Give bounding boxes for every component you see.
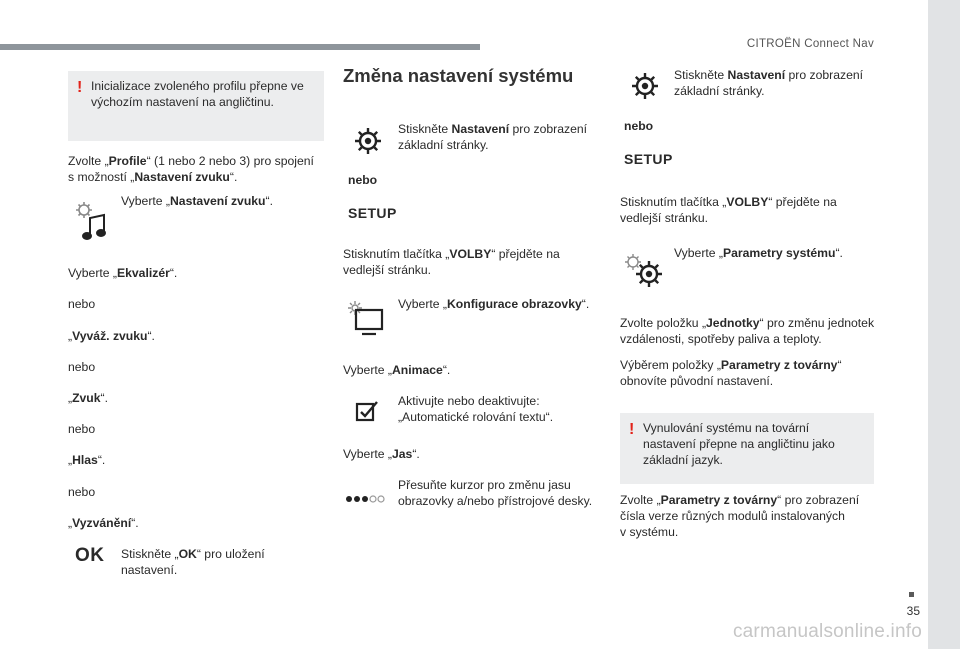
option-voice: „Hlas“. bbox=[68, 453, 106, 467]
setup-button-icon: SETUP bbox=[624, 151, 673, 167]
warning-note bbox=[68, 71, 324, 141]
step-screen-config: Vyberte „Konfigurace obrazovky“. bbox=[398, 297, 590, 311]
paragraph-brightness: Vyberte „Jas“. bbox=[343, 447, 420, 461]
or-text: nebo bbox=[68, 422, 96, 436]
screen-brightness-icon bbox=[345, 298, 387, 342]
header-bar bbox=[0, 44, 480, 50]
warning-icon: ! bbox=[77, 79, 83, 96]
warning-note bbox=[620, 413, 874, 484]
settings-gear-icon bbox=[630, 71, 660, 105]
warning-note-text: Inicializace zvoleného profilu přepne ve výchozím nastavení na angličtinu. bbox=[91, 79, 304, 109]
music-settings-icon bbox=[72, 200, 112, 246]
step-move-slider: Přesuňte kurzor pro změnu jasu obrazovky a/nebo přístrojové desky. bbox=[398, 478, 593, 508]
paragraph-version: Zvolte „Parametry z továrny“ pro zobrazení čísla verze různých modulů instalovaných v systému. bbox=[620, 493, 860, 539]
option-balance: „Vyváž. zvuku“. bbox=[68, 329, 155, 343]
paragraph-options: Stisknutím tlačítka „VOLBY“ přejděte na vedlejší stránku. bbox=[343, 247, 560, 277]
paragraph-options: Stisknutím tlačítka „VOLBY“ přejděte na vedlejší stránku. bbox=[620, 195, 837, 225]
watermark: carmanualsonline.info bbox=[732, 621, 922, 642]
setup-button-icon: SETUP bbox=[348, 205, 397, 221]
system-gears-icon bbox=[622, 250, 664, 294]
settings-gear-icon bbox=[353, 126, 383, 160]
option-ringtone: „Vyzvánění“. bbox=[68, 516, 139, 530]
warning-note-text: Vynulování systému na tovární nastavení přepne na angličtinu jako základní jazyk. bbox=[643, 421, 835, 467]
or-text: nebo bbox=[68, 485, 96, 499]
step-press-settings: Stiskněte Nastavení pro zobrazení základní stránky. bbox=[398, 122, 588, 152]
step-press-settings: Stiskněte Nastavení pro zobrazení základní stránky. bbox=[674, 68, 864, 98]
checkbox-icon bbox=[355, 398, 381, 426]
paragraph-equalizer: Vyberte „Ekvalizér“. bbox=[68, 266, 178, 280]
page-number: 35 bbox=[906, 604, 920, 618]
step-save: Stiskněte „OK“ pro uložení nastavení. bbox=[121, 547, 265, 577]
step-sound-settings: Vyberte „Nastavení zvuku“. bbox=[121, 194, 273, 208]
option-sound: „Zvuk“. bbox=[68, 391, 108, 405]
or-label: nebo bbox=[624, 119, 654, 133]
brand-title: CITROËN Connect Nav bbox=[746, 38, 874, 50]
or-text: nebo bbox=[68, 297, 96, 311]
paragraph-profile: Zvolte „Profile“ (1 nebo 2 nebo 3) pro spojení s možností „Nastavení zvuku“. bbox=[68, 154, 314, 184]
paragraph-factory: Výběrem položky „Parametry z továrny“ obnovíte původní nastavení. bbox=[620, 358, 842, 388]
paragraph-animation: Vyberte „Animace“. bbox=[343, 363, 451, 377]
brightness-dots-icon bbox=[345, 491, 387, 511]
paragraph-units: Zvolte položku „Jednotky“ pro změnu jednotek vzdálenosti, spotřeby paliva a teploty. bbox=[620, 316, 875, 346]
section-heading: Změna nastavení systému bbox=[343, 65, 574, 86]
ok-button-icon: OK bbox=[75, 545, 105, 566]
or-label: nebo bbox=[348, 173, 378, 187]
or-text: nebo bbox=[68, 360, 96, 374]
step-auto-scroll: Aktivujte nebo deaktivujte: „Automatické rolování textu“. bbox=[398, 394, 554, 424]
page-marker bbox=[909, 592, 914, 597]
side-strip bbox=[928, 0, 960, 649]
step-system-params: Vyberte „Parametry systému“. bbox=[674, 246, 843, 260]
warning-icon: ! bbox=[629, 421, 635, 438]
